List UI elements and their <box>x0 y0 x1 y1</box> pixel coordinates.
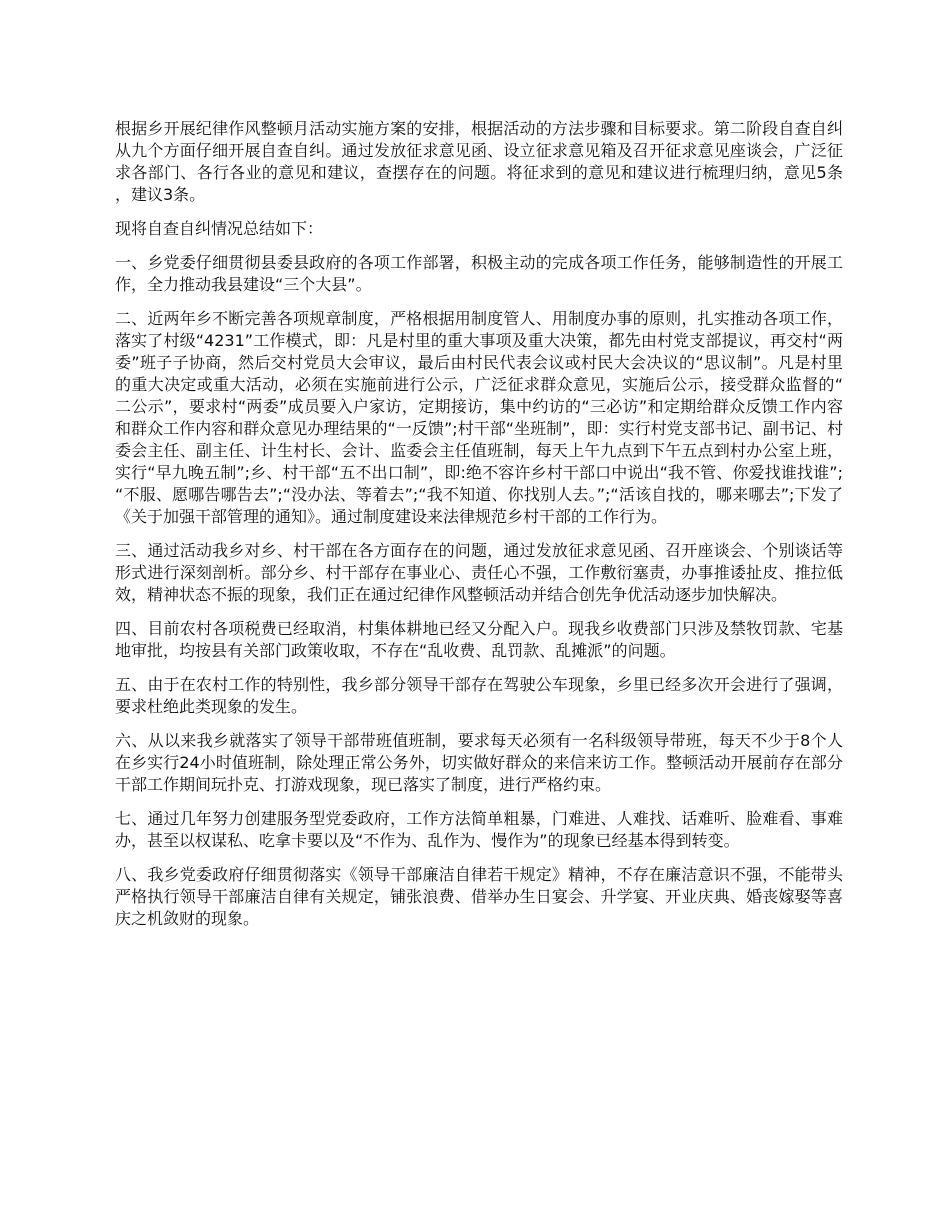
paragraph-item-4: 四、目前农村各项税费已经取消，村集体耕地已经又分配入户。现我乡收费部门只涉及禁牧罚款、宅基地审批，均按县有关部门政策收取，不存在“乱收费、乱罚款、乱摊派”的问题。 <box>115 619 843 660</box>
paragraph-item-6: 六、从以来我乡就落实了领导干部带班值班制，要求每天必须有一名科级领导带班，每天不少于8个人在乡实行24小时值班制，除处理正常公务外，切实做好群众的来信来访工作。整顿活动开展前存在部分干部工作期间玩扑克、打游戏现象，现已落实了制度，进行严格约束。 <box>115 731 843 794</box>
paragraph-item-7: 七、通过几年努力创建服务型党委政府，工作方法简单粗暴，门难进、人难找、话难听、脸难看、事难办，甚至以权谋私、吃拿卡要以及“不作为、乱作为、慢作为”的现象已经基本得到转变。 <box>115 809 843 850</box>
paragraph-item-3: 三、通过活动我乡对乡、村干部在各方面存在的问题，通过发放征求意见函、召开座谈会、个别谈话等形式进行深刻剖析。部分乡、村干部存在事业心、责任心不强，工作敷衍塞责，办事推诿扯皮、推拉低效，精神状态不振的现象，我们正在通过纪律作风整顿活动并结合创先争优活动逐步加快解决。 <box>115 541 843 604</box>
document-body <box>115 118 843 942</box>
paragraph-item-5: 五、由于在农村工作的特别性，我乡部分领导干部存在驾驶公车现象，乡里已经多次开会进行了强调，要求杜绝此类现象的发生。 <box>115 675 843 716</box>
paragraph-item-2: 二、近两年乡不断完善各项规章制度，严格根据用制度管人、用制度办事的原则，扎实推动各项工作，落实了村级“4231”工作模式，即：凡是村里的重大事项及重大决策，都先由村党支部提议，再交村“两委”班子子协商，然后交村党员大会审议，最后由村民代表会议或村民大会决议的“思议制”。凡是村里的重大决定或重大活动，必须在实施前进行公示，广泛征求群众意见，实施后公示，接受群众监督的“二公示”，要求村“两委”成员要入户家访，定期接访，集中约访的“三必访”和定期给群众反馈工作内容和群众工作内容和群众意见办理结果的“一反馈”;村干部“坐班制”，即：实行村党支部书记、副书记、村委会主任、副主任、计生村长、会计、监委会主任值班制，每天上午九点到下午五点到村办公室上班，实行“早九晚五制”;乡、村干部“五不出口制”，即:绝不容许乡村干部口中说出“我不管、你爱找谁找谁”;“不服、愿哪告哪告去”;“没办法、等着去”;“我不知道、你找别人去。”;“活该自找的，哪来哪去”;下发了《关于加强干部管理的通知》。通过制度建设来法律规范乡村干部的工作行为。 <box>115 309 843 526</box>
paragraph-item-1: 一、乡党委仔细贯彻县委县政府的各项工作部署，积极主动的完成各项工作任务，能够制造性的开展工作，全力推动我县建设“三个大县”。 <box>115 253 843 294</box>
paragraph-intro: 根据乡开展纪律作风整顿月活动实施方案的安排，根据活动的方法步骤和目标要求。第二阶段自查自纠从九个方面仔细开展自查自纠。通过发放征求意见函、设立征求意见箱及召开征求意见座谈会，广泛征求各部门、各行各业的意见和建议，查摆存在的问题。将征求到的意见和建议进行梳理归纳，意见5条，建议3条。 <box>115 119 843 204</box>
paragraph-summary-lead: 现将自查自纠情况总结如下： <box>115 219 324 238</box>
paragraph-item-8: 八、我乡党委政府仔细贯彻落实《领导干部廉洁自律若干规定》精神，不存在廉洁意识不强，不能带头严格执行领导干部廉洁自律有关规定，铺张浪费、借举办生日宴会、升学宴、开业庆典、婚丧嫁娶等喜庆之机敛财的现象。 <box>115 865 843 928</box>
